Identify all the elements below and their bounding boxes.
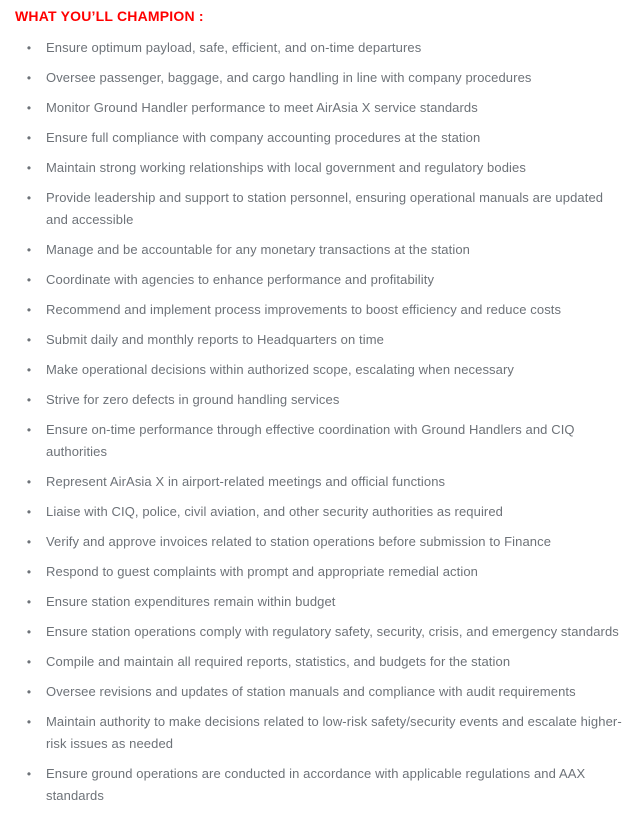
list-item-text: Represent AirAsia X in airport-related meetings and official functions <box>46 474 446 489</box>
bullet-icon: • <box>26 273 32 287</box>
bullet-icon: • <box>26 191 32 205</box>
list-item <box>15 561 624 583</box>
bullet-icon: • <box>26 565 32 579</box>
list-item-text: Maintain authority to make decisions related to low-risk safety/security events and escalate higher-risk issues as needed <box>46 714 622 751</box>
list-item <box>15 621 624 643</box>
bullet-icon: • <box>26 423 32 437</box>
list-item <box>15 269 624 291</box>
list-item-text: Recommend and implement process improvements to boost efficiency and reduce costs <box>46 302 562 317</box>
list-item <box>15 187 624 231</box>
bullet-icon: • <box>26 625 32 639</box>
list-item-text: Verify and approve invoices related to station operations before submission to Finance <box>46 534 552 549</box>
bullet-icon: • <box>26 655 32 669</box>
list-item-text: Monitor Ground Handler performance to meet AirAsia X service standards <box>46 100 478 115</box>
bullet-icon: • <box>26 505 32 519</box>
bullet-icon: • <box>26 71 32 85</box>
list-item-text: Ensure station operations comply with regulatory safety, security, crisis, and emergency standards <box>46 624 619 639</box>
bullet-icon: • <box>26 131 32 145</box>
list-item <box>15 651 624 673</box>
bullet-icon: • <box>26 333 32 347</box>
list-item <box>15 501 624 523</box>
list-item <box>15 239 624 261</box>
list-item-text: Compile and maintain all required reports, statistics, and budgets for the station <box>46 654 511 669</box>
list-item <box>15 471 624 493</box>
bullet-icon: • <box>26 243 32 257</box>
list-item <box>15 157 624 179</box>
list-item <box>15 329 624 351</box>
section-heading: WHAT YOU’LL CHAMPION : <box>15 8 204 24</box>
list-item <box>15 127 624 149</box>
bullet-icon: • <box>26 475 32 489</box>
list-item-text: Ensure station expenditures remain within budget <box>46 594 336 609</box>
list-item <box>15 711 624 755</box>
bullet-icon: • <box>26 535 32 549</box>
list-item-text: Strive for zero defects in ground handling services <box>46 392 340 407</box>
list-item <box>15 359 624 381</box>
list-item-text: Oversee revisions and updates of station manuals and compliance with audit requirements <box>46 684 576 699</box>
list-item <box>15 763 624 807</box>
bullet-icon: • <box>26 303 32 317</box>
list-item-text: Make operational decisions within authorized scope, escalating when necessary <box>46 362 515 377</box>
list-item-text: Ensure optimum payload, safe, efficient, and on-time departures <box>46 40 422 55</box>
list-item-text: Ensure on-time performance through effective coordination with Ground Handlers and CIQ authorities <box>46 422 575 459</box>
list-item-text: Liaise with CIQ, police, civil aviation, and other security authorities as required <box>46 504 504 519</box>
bullet-icon: • <box>26 393 32 407</box>
list-item-text: Submit daily and monthly reports to Headquarters on time <box>46 332 384 347</box>
list-item-text: Ensure full compliance with company accounting procedures at the station <box>46 130 481 145</box>
list-item <box>15 681 624 703</box>
list-item-text: Oversee passenger, baggage, and cargo handling in line with company procedures <box>46 70 532 85</box>
list-item <box>15 591 624 613</box>
list-item-text: Coordinate with agencies to enhance performance and profitability <box>46 272 435 287</box>
bullet-icon: • <box>26 101 32 115</box>
bullet-icon: • <box>26 767 32 781</box>
list-item <box>15 299 624 321</box>
bullet-icon: • <box>26 161 32 175</box>
list-item-text: Provide leadership and support to station personnel, ensuring operational manuals are updated and accessible <box>46 190 604 227</box>
responsibilities-list <box>15 37 624 807</box>
list-item <box>15 419 624 463</box>
bullet-icon: • <box>26 715 32 729</box>
list-item <box>15 37 624 59</box>
list-item <box>15 97 624 119</box>
list-item-text: Ensure ground operations are conducted in accordance with applicable regulations and AAX standards <box>46 766 586 803</box>
bullet-icon: • <box>26 363 32 377</box>
list-item <box>15 531 624 553</box>
bullet-icon: • <box>26 595 32 609</box>
list-item-text: Maintain strong working relationships with local government and regulatory bodies <box>46 160 526 175</box>
bullet-icon: • <box>26 41 32 55</box>
list-item <box>15 389 624 411</box>
list-item-text: Respond to guest complaints with prompt and appropriate remedial action <box>46 564 479 579</box>
list-item-text: Manage and be accountable for any monetary transactions at the station <box>46 242 470 257</box>
bullet-icon: • <box>26 685 32 699</box>
list-item <box>15 67 624 89</box>
